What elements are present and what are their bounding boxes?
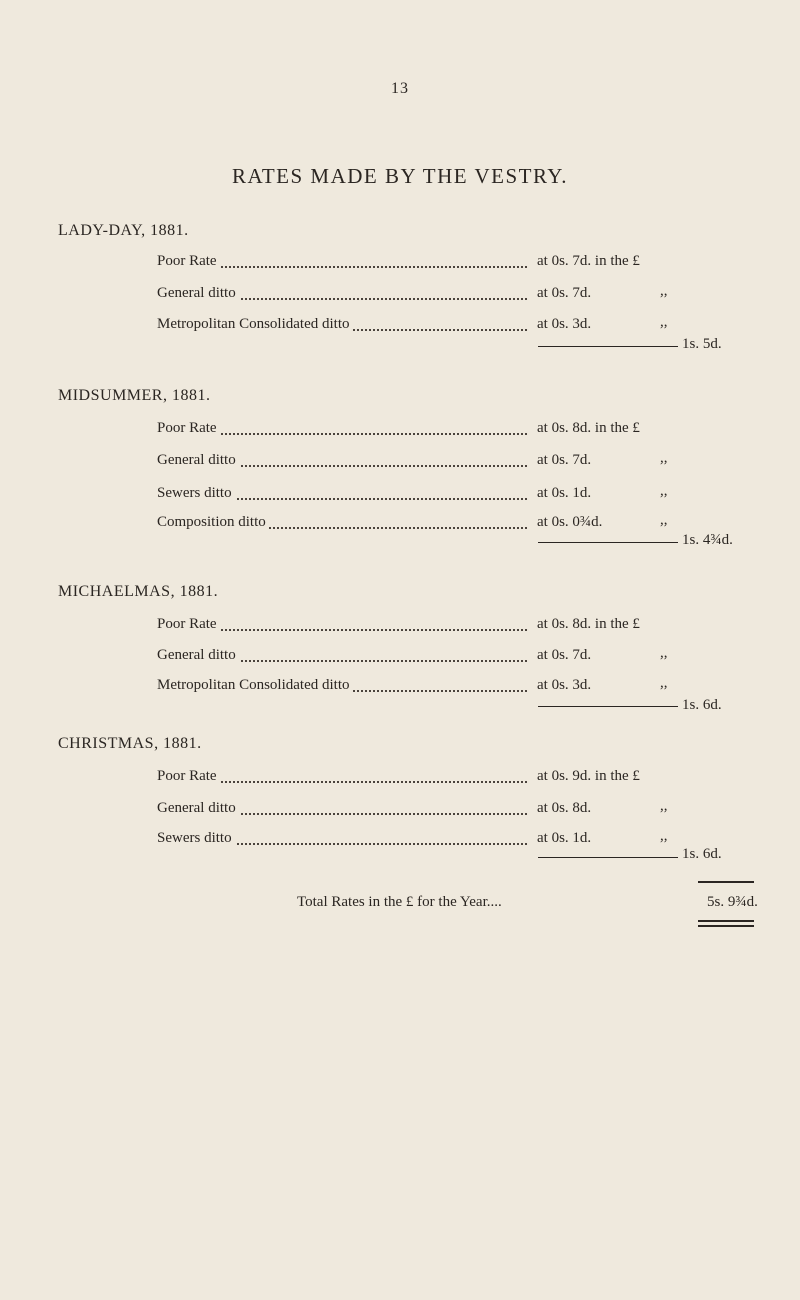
rate-label: Metropolitan Consolidated ditto [157,316,352,333]
total-label: Total Rates in the £ for the Year.... [297,894,502,910]
section-heading-michaelmas: MICHAELMAS, 1881. [58,583,219,600]
ditto-mark: ,, [660,645,668,661]
total-double-rule-top [698,920,754,922]
subtotal-rule [538,706,678,707]
ditto-mark: ,, [660,798,668,814]
subtotal-rule [538,857,678,858]
ditto-mark: ,, [660,675,668,691]
rate-label: General ditto [157,285,239,302]
section-subtotal: 1s. 6d. [682,846,722,862]
rate-value: at 0s. 7d. [537,452,592,468]
rate-label: Sewers ditto [157,485,235,502]
rate-value: at 0s. 3d. [537,316,592,332]
total-value: 5s. 9¾d. [707,894,758,910]
total-double-rule-bottom [698,925,754,927]
subtotal-rule [538,346,678,347]
rate-value: at 0s. 7d. in the £ [537,253,640,269]
section-heading-lady-day: LADY-DAY, 1881. [58,222,189,239]
ditto-mark: ,, [660,283,668,299]
page-title: RATES MADE BY THE VESTRY. [231,164,569,188]
rate-value: at 0s. 8d. in the £ [537,420,640,436]
section-heading-midsummer: MIDSUMMER, 1881. [58,387,211,404]
rate-label: Metropolitan Consolidated ditto [157,677,352,694]
rate-value: at 0s. 3d. [537,677,592,693]
ditto-mark: ,, [660,512,668,528]
ditto-mark: ,, [660,314,668,330]
ditto-mark: ,, [660,828,668,844]
section-heading-christmas: CHRISTMAS, 1881. [58,735,202,752]
rate-label: General ditto [157,800,239,817]
rate-label: Poor Rate [157,253,220,270]
ditto-mark: ,, [660,450,668,466]
subtotal-rule [538,542,678,543]
section-subtotal: 1s. 4¾d. [682,532,733,548]
rate-value: at 0s. 1d. [537,830,592,846]
total-top-rule [698,881,754,883]
rate-label: Sewers ditto [157,830,235,847]
rate-value: at 0s. 8d. [537,800,592,816]
rate-label: General ditto [157,452,239,469]
rate-label: General ditto [157,647,239,664]
rate-label: Poor Rate [157,616,220,633]
section-subtotal: 1s. 6d. [682,697,722,713]
section-subtotal: 1s. 5d. [682,336,722,352]
rate-value: at 0s. 8d. in the £ [537,616,640,632]
rate-label: Composition ditto [157,514,269,531]
rate-label: Poor Rate [157,420,220,437]
rate-value: at 0s. 7d. [537,647,592,663]
ditto-mark: ,, [660,483,668,499]
page-number: 13 [391,80,409,97]
rate-label: Poor Rate [157,768,220,785]
rate-value: at 0s. 1d. [537,485,592,501]
rate-value: at 0s. 0¾d. [537,514,603,530]
rate-value: at 0s. 7d. [537,285,592,301]
rate-value: at 0s. 9d. in the £ [537,768,640,784]
